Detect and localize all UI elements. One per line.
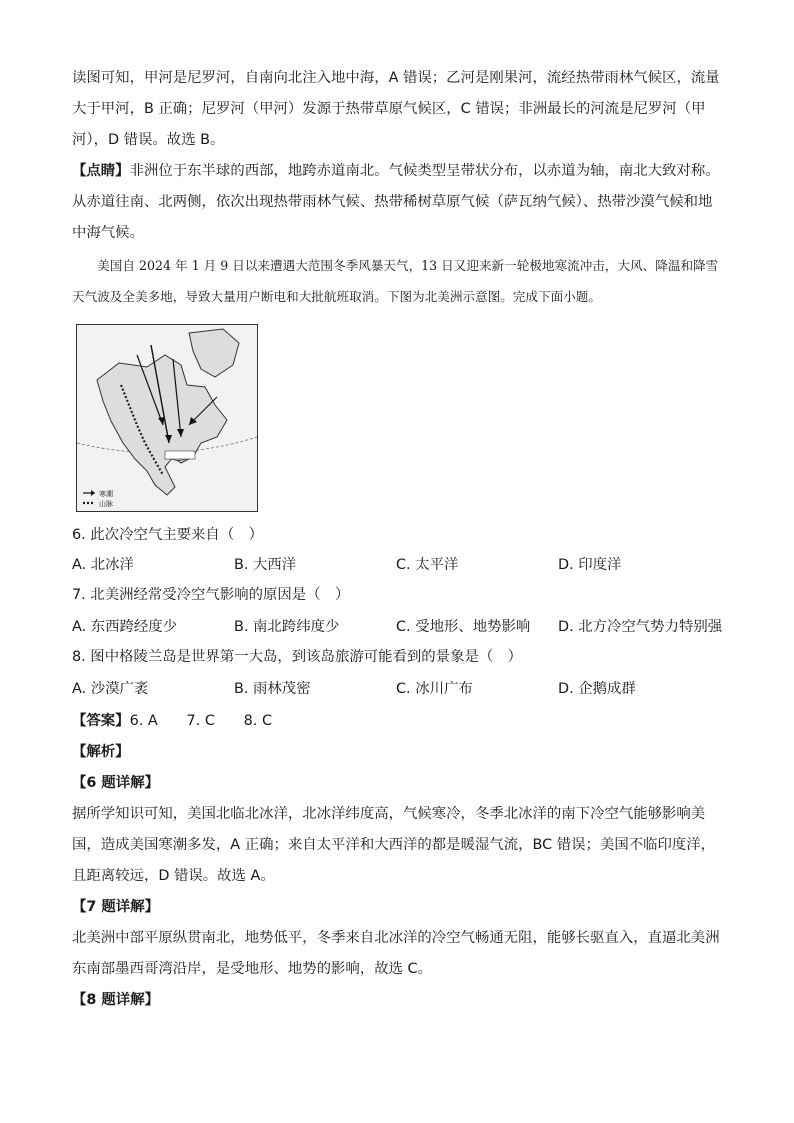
answer-line: [72, 706, 722, 737]
q7-detail-text: 北美洲中部平原纵贯南北，地势低平，冬季来自北冰洋的冷空气畅通无阻，能够长驱直入，直逼北美洲东南部墨西哥湾沿岸，是受地形、地势的影响，故选 C。: [72, 930, 720, 977]
option-d[interactable]: D. 印度洋: [558, 557, 622, 573]
legend-label-hanchao: 寒潮: [99, 490, 113, 498]
q7-detail-tag: 【7 题详解】: [72, 899, 159, 915]
q8-detail-tag: 【8 题详解】: [72, 992, 159, 1008]
legend-label-shanmai: 山脉: [99, 500, 113, 508]
option-c[interactable]: C. 太平洋: [396, 557, 459, 573]
question-7-options: [72, 612, 732, 643]
question-6-stem: 6. 此次冷空气主要来自（ ）: [72, 527, 263, 543]
question-7-stem: 7. 北美洲经常受冷空气影响的原因是（ ）: [72, 587, 350, 603]
option-a[interactable]: A. 沙漠广袤: [72, 681, 149, 697]
question-8-stem: 8. 图中格陵兰岛是世界第一大岛，到该岛旅游可能看到的景象是（ ）: [72, 649, 523, 665]
answer-tag: 【答案】: [72, 713, 130, 729]
option-b[interactable]: B. 大西洋: [234, 557, 297, 573]
option-d[interactable]: D. 企鹅成群: [558, 681, 636, 697]
option-d[interactable]: D. 北方冷空气势力特别强: [558, 619, 723, 635]
analysis-tag: 【解析】: [72, 744, 130, 760]
paragraph-q5-analysis: 读图可知，甲河是尼罗河，自南向北注入地中海，A 错误；乙河是刚果河，流经热带雨林气候区，流量大于甲河，B 正确；尼罗河（甲河）发源于热带草原气候区，C 错误；非洲最长的河流是尼罗河（甲河），D 错误。故选 B。: [72, 70, 720, 148]
option-a[interactable]: A. 北冰洋: [72, 557, 134, 573]
q6-detail-text: 据所学知识可知，美国北临北冰洋，北冰洋纬度高，气候寒冷，冬季北冰洋的南下冷空气能够影响美国，造成美国寒潮多发，A 正确；来自太平洋和大西洋的都是暖湿气流，BC 错误；美国不临印度洋，且距离较远，D 错误。故选 A。: [72, 806, 716, 884]
dianjing-text: 非洲位于东半球的西部，地跨赤道南北。气候类型呈带状分布，以赤道为轴，南北大致对称。从赤道往南、北两侧，依次出现热带雨林气候、热带稀树草原气候（萨瓦纳气候）、热带沙漠气候和地中海气候。: [72, 163, 720, 241]
option-a[interactable]: A. 东西跨经度少: [72, 619, 178, 635]
option-b[interactable]: B. 南北跨纬度少: [234, 619, 340, 635]
option-c[interactable]: C. 冰川广布: [396, 681, 473, 697]
map-graphic: [77, 325, 257, 511]
option-b[interactable]: B. 雨林茂密: [234, 681, 311, 697]
paragraph-dianjing: [72, 156, 722, 249]
q6-detail-tag: 【6 题详解】: [72, 775, 159, 791]
question-intro: 美国自 2024 年 1 月 9 日以来遭遇大范围冬季风暴天气，13 日又迎来新一轮极地寒流冲击，大风、降温和降雪天气波及全美多地，导致大量用户断电和大批航班取消。下图为北美洲示意图。完成下面小题。: [72, 258, 719, 304]
answer-text: 6. A 7. C 8. C: [129, 713, 272, 729]
question-8-options: [72, 674, 732, 705]
north-america-map: [76, 324, 258, 512]
question-6-options: [72, 550, 732, 581]
dianjing-tag: 【点睛】: [72, 163, 130, 179]
label-box: [165, 451, 195, 459]
option-c[interactable]: C. 受地形、地势影响: [396, 619, 531, 635]
